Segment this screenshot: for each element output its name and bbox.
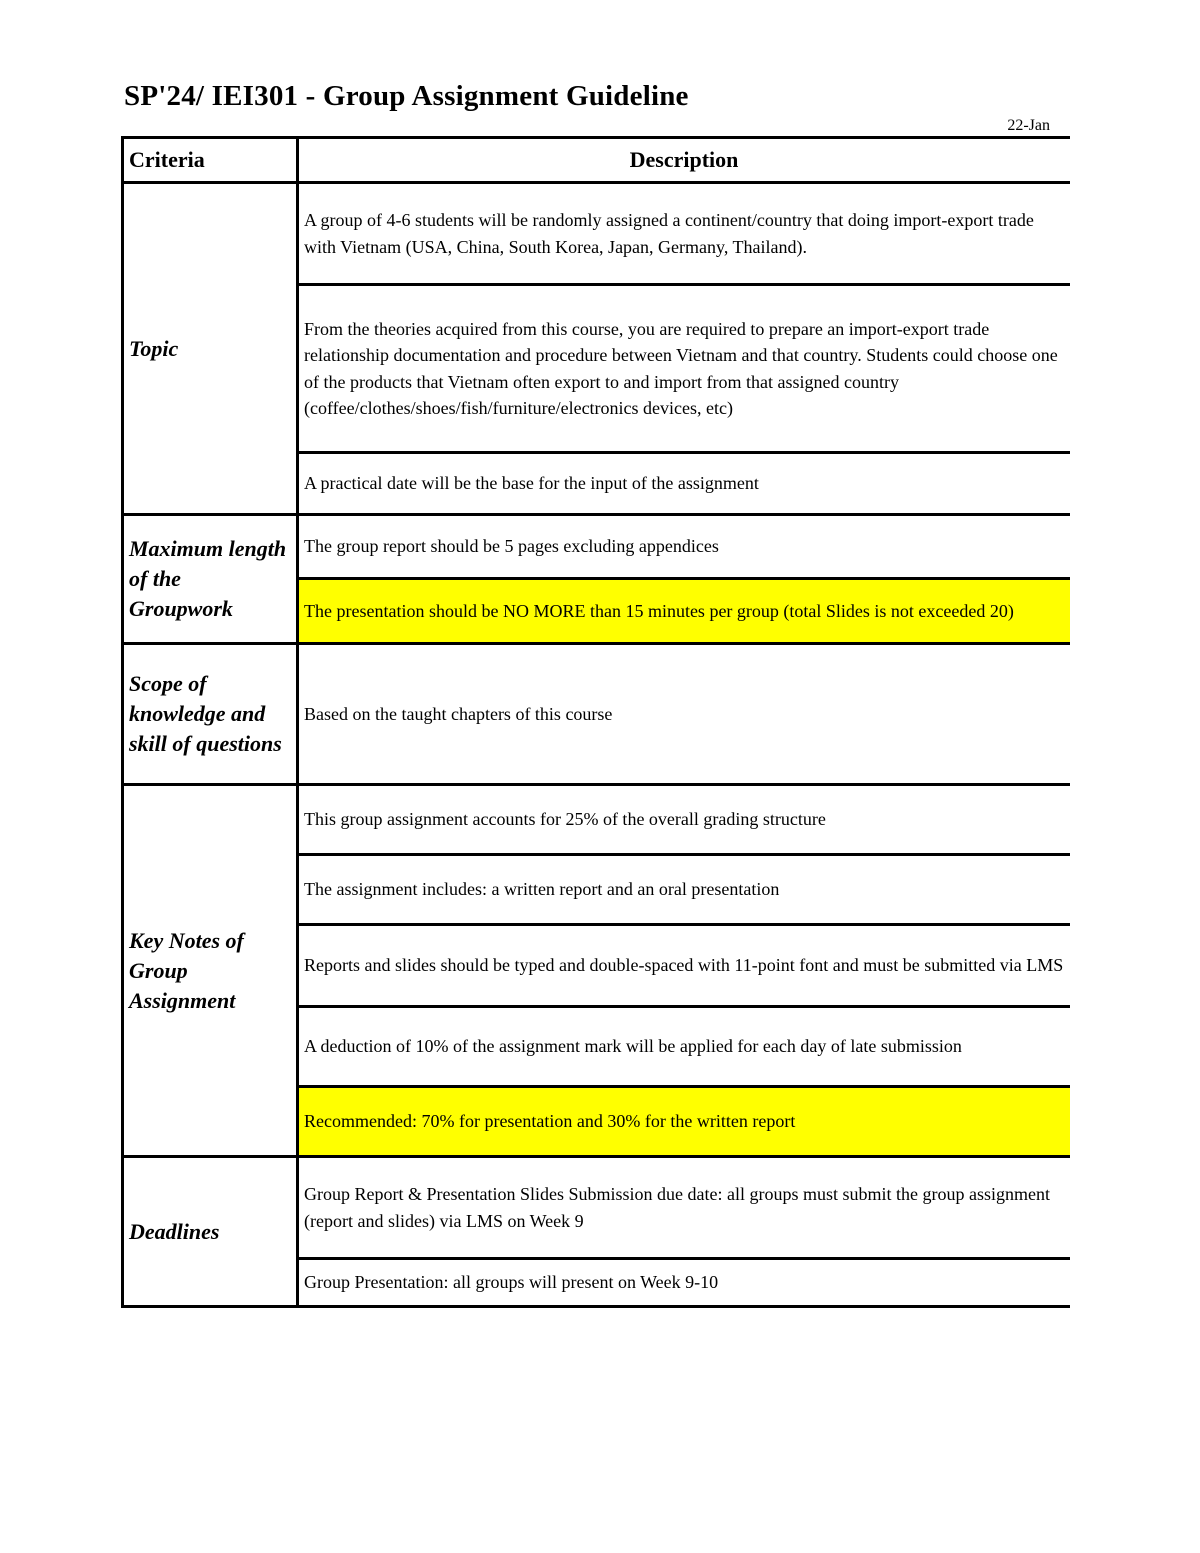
criteria-header: Criteria <box>123 138 298 183</box>
highlighted-description-cell: Recommended: 70% for presentation and 30% for the written report <box>298 1087 1071 1157</box>
guideline-table-container <box>121 136 1070 1308</box>
criteria-topic: Topic <box>123 183 298 515</box>
description-cell: A group of 4-6 students will be randomly assigned a continent/country that doing import-export trade with Vietnam (USA, China, South Korea, Japan, Germany, Thailand). <box>298 183 1071 285</box>
table-row <box>123 644 1071 785</box>
description-cell: Group Report & Presentation Slides Submission due date: all groups must submit the group assignment (report and slides) via LMS on Week 9 <box>298 1157 1071 1259</box>
description-cell: This group assignment accounts for 25% of the overall grading structure <box>298 785 1071 855</box>
criteria-maximum-length: Maximum length of the Groupwork <box>123 515 298 644</box>
description-cell: The assignment includes: a written report and an oral presentation <box>298 855 1071 925</box>
description-cell: The group report should be 5 pages excluding appendices <box>298 515 1071 579</box>
table-row <box>123 515 1071 579</box>
page-title: SP'24/ IEI301 - Group Assignment Guideline <box>124 80 689 112</box>
description-cell: A deduction of 10% of the assignment mark will be applied for each day of late submission <box>298 1007 1071 1087</box>
criteria-deadlines: Deadlines <box>123 1157 298 1307</box>
table-row <box>123 1157 1071 1259</box>
guideline-table <box>121 136 1070 1308</box>
description-header: Description <box>298 138 1071 183</box>
table-row <box>123 785 1071 855</box>
description-cell: Reports and slides should be typed and double-spaced with 11-point font and must be submitted via LMS <box>298 925 1071 1007</box>
criteria-scope: Scope of knowledge and skill of questions <box>123 644 298 785</box>
document-date: 22-Jan <box>1007 117 1050 134</box>
description-cell: Based on the taught chapters of this course <box>298 644 1071 785</box>
description-cell: A practical date will be the base for the input of the assignment <box>298 453 1071 515</box>
description-cell: From the theories acquired from this course, you are required to prepare an import-export trade relationship documentation and procedure between Vietnam and that country. Students could choose one of the products that Vietnam often export to and import from that assigned country (coffee/clothes/shoes/fish/furniture/electronics devices, etc) <box>298 285 1071 453</box>
criteria-key-notes: Key Notes of Group Assignment <box>123 785 298 1157</box>
header-row <box>123 138 1071 183</box>
table-row <box>123 183 1071 285</box>
highlighted-description-cell: The presentation should be NO MORE than 15 minutes per group (total Slides is not exceeded 20) <box>298 579 1071 644</box>
description-cell: Group Presentation: all groups will present on Week 9-10 <box>298 1259 1071 1307</box>
